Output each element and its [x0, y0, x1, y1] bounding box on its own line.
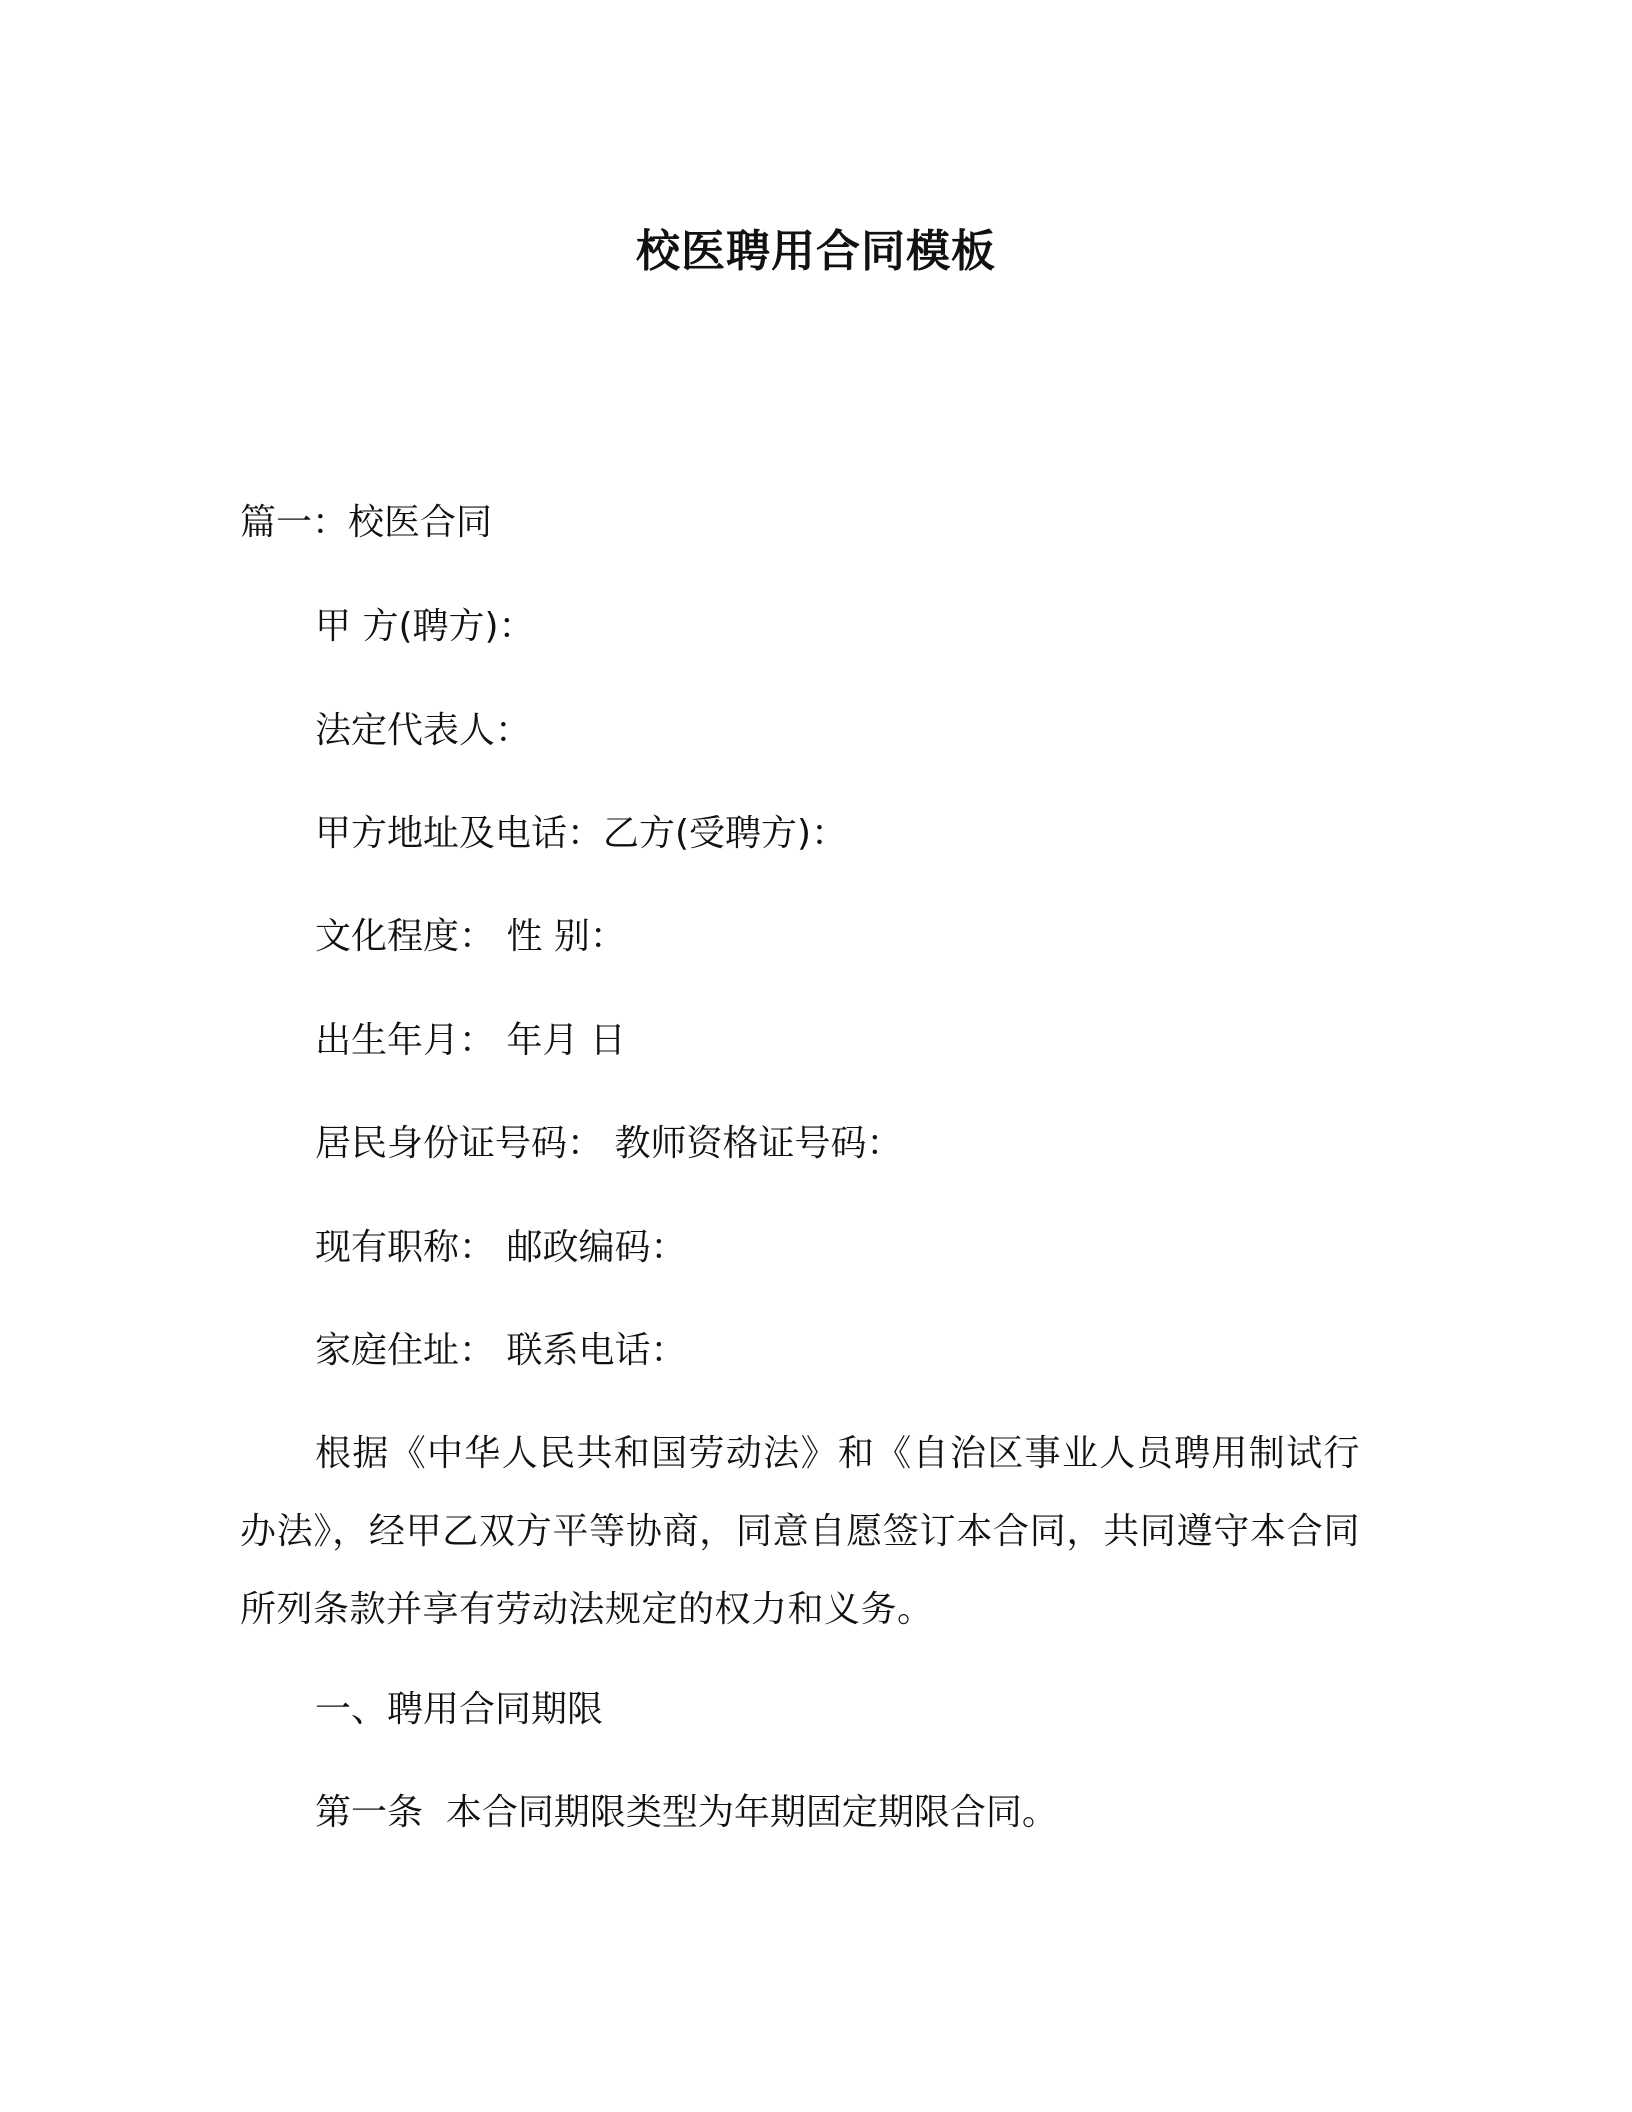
field-address-phone: 家庭住址： 联系电话： [315, 1330, 687, 1371]
preamble-paragraph: 根据《中华人民共和国劳动法》和《自治区事业人员聘用制试行办法》，经甲乙双方平等协商，同意自愿签订本合同，共同遵守本合同所列条款并享有劳动法规定的权力和义务。 [240, 1433, 1360, 1630]
document-title: 校医聘用合同模板 [636, 226, 996, 277]
field-party-a: 甲 方(聘方)： [315, 606, 535, 647]
field-legal-representative: 法定代表人： [315, 710, 532, 751]
field-birth-date: 出生年月： 年月 日 [315, 1020, 626, 1061]
field-address-party-b: 甲方地址及电话：乙方(受聘方)： [315, 813, 848, 854]
chapter-heading: 一、聘用合同期限 [315, 1689, 604, 1730]
section-heading: 篇一：校医合同 [240, 502, 493, 543]
field-title-postcode: 现有职称： 邮政编码： [315, 1227, 687, 1268]
article-one: 第一条 本合同期限类型为年期固定期限合同。 [315, 1792, 1058, 1833]
field-education-gender: 文化程度： 性 别： [315, 916, 626, 957]
field-id-teacher-cert: 居民身份证号码： 教师资格证号码： [315, 1123, 903, 1164]
